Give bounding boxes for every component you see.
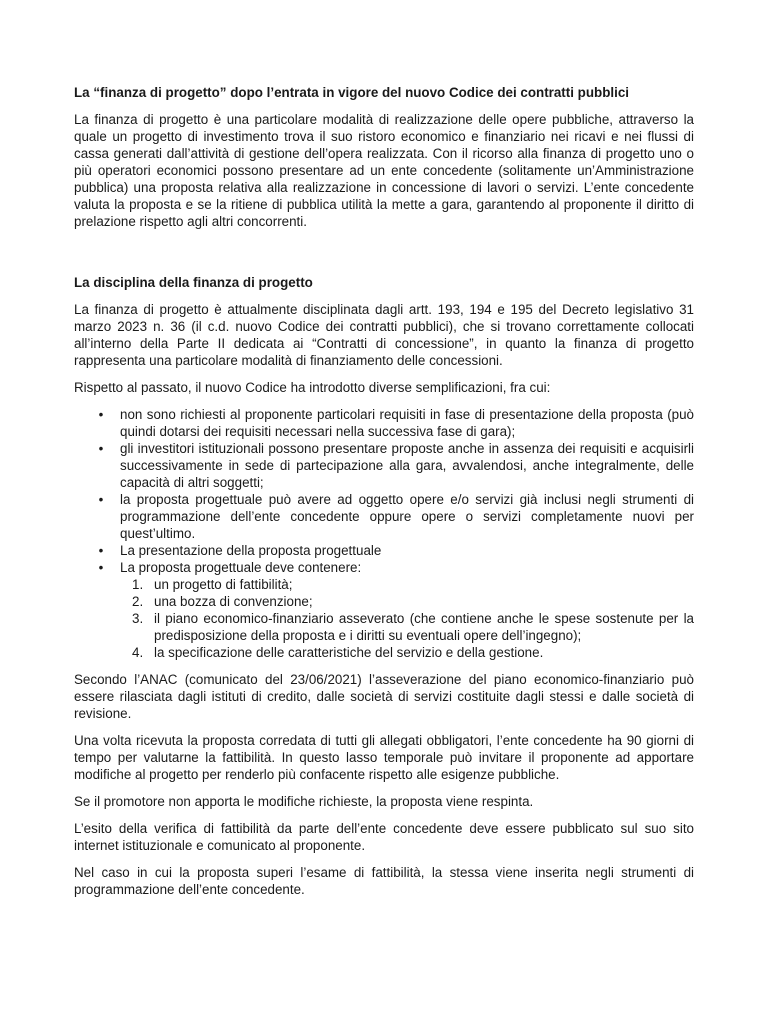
section-heading: La disciplina della finanza di progetto [74, 275, 313, 290]
document-page [74, 84, 694, 908]
publication-paragraph: L’esito della verifica di fattibilità da parte dell’ente concedente deve essere pubblicato sul suo sito internet istituzionale e comunicato al proponente. [74, 821, 694, 853]
bullet-icon: • [98, 543, 104, 558]
document-title: La “finanza di progetto” dopo l’entrata in vigore del nuovo Codice dei contratti pubblici [74, 85, 629, 100]
numbered-item [120, 610, 694, 644]
simplifications-list [74, 406, 694, 661]
list-item [74, 406, 694, 440]
item-number: 2. [132, 594, 144, 609]
numbered-item-text: il piano economico-finanziario asseverato (che contiene anche le spese sostenute per la predisposizione della proposta e i diritti su eventuali opere dell’ingegno); [154, 611, 694, 643]
programming-paragraph: Nel caso in cui la proposta superi l’esame di fattibilità, la stessa viene inserita negli strumenti di programmazione dell’ente concedente. [74, 865, 694, 897]
anac-paragraph: Secondo l’ANAC (comunicato del 23/06/2021) l’asseverazione del piano economico-finanziario può essere rilasciata dagli istituti di credito, dalle società di servizi costituite dagli stessi e dalle società di revisione. [74, 672, 694, 721]
bullet-icon: • [98, 441, 104, 456]
item-number: 4. [132, 645, 144, 660]
numbered-item-text: un progetto di fattibilità; [154, 577, 293, 592]
numbered-item-text: la specificazione delle caratteristiche del servizio e della gestione. [154, 645, 544, 660]
numbered-item [120, 576, 694, 593]
rejection-paragraph: Se il promotore non apporta le modifiche richieste, la proposta viene respinta. [74, 794, 534, 809]
list-item [74, 440, 694, 491]
section-spacer [74, 240, 694, 274]
numbered-item [120, 593, 694, 610]
numbered-item-text: una bozza di convenzione; [154, 594, 313, 609]
item-number: 1. [132, 577, 144, 592]
evaluation-paragraph: Una volta ricevuta la proposta corredata di tutti gli allegati obbligatori, l’ente concedente ha 90 giorni di tempo per valutarne la fattibilità. In questo lasso temporale può invitare il proponente ad apportare modifiche al progetto per renderlo più confacente rispetto alle esigenze pubbliche. [74, 733, 694, 782]
bullet-icon: • [98, 407, 104, 422]
bullet-icon: • [98, 560, 104, 575]
list-item [74, 491, 694, 542]
list-intro: Rispetto al passato, il nuovo Codice ha introdotto diverse semplificazioni, fra cui: [74, 380, 551, 395]
intro-paragraph: La finanza di progetto è una particolare modalità di realizzazione delle opere pubbliche, attraverso la quale un progetto di investimento trova il suo ristoro economico e finanziario nei ricavi e nei flussi di cassa generati dall’attività di gestione dell’opera realizzata. Con il ricorso alla finanza di progetto uno o più operatori economici possono presentare ad un ente concedente (solitamente un’Amministrazione pubblica) una proposta relativa alla realizzazione in concessione di lavori o servizi. L’ente concedente valuta la proposta e se la ritiene di pubblica utilità la mette a gara, garantendo al proponente il diritto di prelazione rispetto agli altri concorrenti. [74, 112, 694, 229]
numbered-item [120, 644, 694, 661]
discipline-paragraph: La finanza di progetto è attualmente disciplinata dagli artt. 193, 194 e 195 del Decreto legislativo 31 marzo 2023 n. 36 (il c.d. nuovo Codice dei contratti pubblici), che si trovano correttamente collocati all’interno della Parte II dedicata ai “Contratti di concessione”, in quanto la finanza di progetto rappresenta una particolare modalità di finanziamento delle concessioni. [74, 302, 694, 368]
list-item [74, 542, 694, 559]
item-number: 3. [132, 611, 144, 626]
list-item [74, 559, 694, 661]
list-item-text: la proposta progettuale può avere ad oggetto opere e/o servizi già inclusi negli strumenti di programmazione dell’ente concedente oppure opere o servizi completamente nuovi per quest’ultimo. [120, 492, 694, 541]
bullet-icon: • [98, 492, 104, 507]
list-item-text: La presentazione della proposta progettuale [120, 543, 382, 558]
list-item-text: gli investitori istituzionali possono presentare proposte anche in assenza dei requisiti e acquisirli successivamente in sede di partecipazione alla gara, avvalendosi, anche integralmente, delle capacità di altri soggetti; [120, 441, 694, 490]
list-item-text: non sono richiesti al proponente particolari requisiti in fase di presentazione della proposta (può quindi dotarsi dei requisiti necessari nella successiva fase di gara); [120, 407, 694, 439]
proposal-contents-list [120, 576, 694, 661]
list-item-text: La proposta progettuale deve contenere: [120, 560, 362, 575]
